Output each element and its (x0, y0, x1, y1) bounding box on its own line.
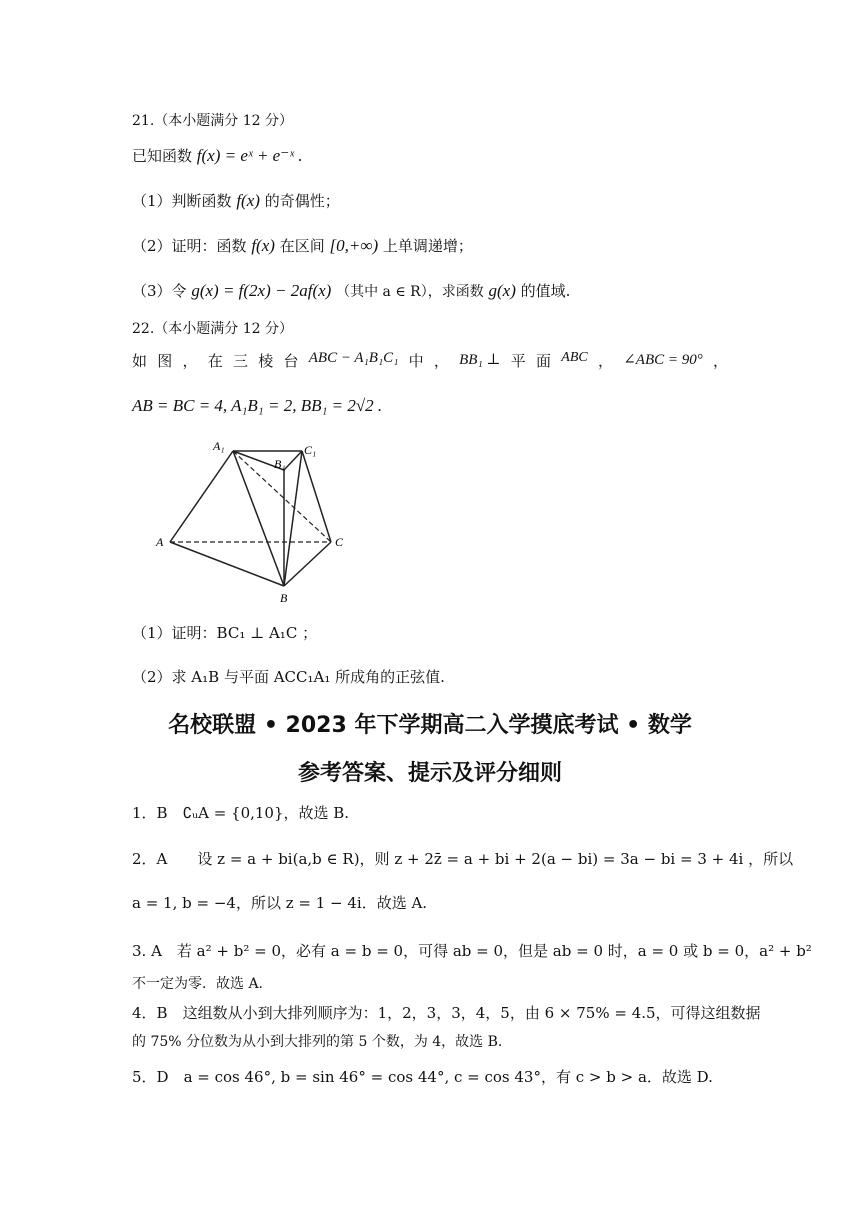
q21-part1 (132, 190, 340, 211)
q21-part3-suffix: 的值域. (520, 282, 571, 300)
label-C: C (335, 535, 344, 549)
q22-header: 22.（本小题满分 12 分） (132, 321, 293, 337)
q22-stem-math: BB₁ ⊥ (459, 352, 501, 368)
q21-stem-prefix: 已知函数 (132, 147, 193, 165)
q22-stem-math: ABC − A₁B₁C₁ (308, 350, 399, 366)
q22-stem-word: 在 (207, 352, 223, 370)
q21-part3-prefix: （3）令 (132, 282, 187, 300)
edge-A1-B (233, 451, 284, 586)
q22-stem-word: 图 (157, 352, 173, 370)
label-A: A (156, 535, 164, 549)
q22-part2: （2）求 A₁B 与平面 ACC₁A₁ 所成角的正弦值. (132, 668, 445, 686)
answers-subtitle: 参考答案、提示及评分细则 (297, 761, 562, 786)
q21-part1-suffix: 的奇偶性； (264, 192, 340, 210)
q21-part1-prefix: （1）判断函数 (132, 192, 232, 210)
q22-stem-word: ， (433, 352, 449, 370)
q21-stem (132, 145, 303, 166)
q22-stem-word: 面 (536, 352, 552, 370)
q22-stem-word: 平 (510, 352, 526, 370)
frustum-figure (150, 432, 360, 607)
q22-stem-line2 (132, 396, 382, 416)
q22-stem-word: 台 (283, 352, 299, 370)
label-B1: B₁ (274, 457, 286, 471)
q22-stem-line1 (132, 350, 728, 371)
q21-part2-mid: 在区间 (279, 237, 325, 255)
q22-stem-math: ABC (561, 350, 588, 365)
q21-part3-mid: （其中 a ∈ R），求函数 (336, 284, 484, 300)
label-B: B (280, 591, 288, 605)
answer-4-line2: 的 75% 分位数为从小到大排列的第 5 个数，为 4，故选 B. (132, 1034, 503, 1050)
edge-A-B (170, 542, 284, 586)
q21-part2-math: f(x) (251, 236, 275, 255)
q21-header: 21.（本小题满分 12 分） (132, 113, 293, 129)
q22-stem-word: 中 (408, 352, 424, 370)
q22-stem-word: 三 (233, 352, 249, 370)
q22-stem-math: ∠ABC = 90° (623, 352, 703, 368)
answer-4-line1: 4．B 这组数从小到大排列顺序为：1，2，3，3，4，5，由 6 × 75% = 4.5，可得这组数据 (132, 1004, 761, 1022)
answer-3-line1: 3. A 若 a² + b² = 0，必有 a = b = 0，可得 ab = 0，但是 ab = 0 时，a = 0 或 b = 0，a² + b² (132, 942, 812, 960)
q21-part2-prefix: （2）证明：函数 (132, 237, 247, 255)
answer-2-line1: 2．A 设 z = a + bi(a,b ∈ R)，则 z + 2z̄ = a + bi + 2(a − bi) = 3a − bi = 3 + 4i ，所以 (132, 850, 794, 868)
answer-1: 1．B ∁ᵤA = {0,10}，故选 B. (132, 804, 350, 822)
label-A1: A₁ (213, 439, 225, 453)
q21-stem-math: f(x) = eˣ + e⁻ˣ . (196, 146, 303, 165)
q22-stem-word: ， (597, 352, 613, 370)
q21-part2-math2: [0,+∞) (329, 236, 379, 255)
q22-stem-word: ， (712, 352, 728, 370)
q21-part3-math2: g(x) (488, 281, 516, 300)
q21-part2-suffix: 上单调递增； (382, 237, 473, 255)
answer-2-line2: a = 1, b = −4，所以 z = 1 − 4i．故选 A. (132, 894, 428, 912)
q21-part3-math: g(x) = f(2x) − 2af(x) (191, 281, 332, 300)
q21-part2 (132, 235, 473, 256)
answer-5: 5．D a = cos 46°, b = sin 46° = cos 44°, c = cos 43°，有 c > b > a．故选 D. (132, 1068, 713, 1086)
q22-part1: （1）证明：BC₁ ⊥ A₁C ； (132, 624, 318, 642)
q21-part1-math: f(x) (236, 191, 260, 210)
label-C1: C₁ (304, 443, 317, 457)
q22-stem-word: 棱 (258, 352, 274, 370)
edge-A-A1 (170, 451, 233, 542)
q21-part3 (132, 280, 570, 301)
q22-stem-line2-math: AB = BC = 4, A₁B₁ = 2, BB₁ = 2√2 . (132, 396, 383, 415)
answers-title: 名校联盟 • 2023 年下学期高二入学摸底考试 • 数学 (168, 713, 692, 738)
q22-stem-word: ， (182, 352, 198, 370)
edge-B-C1 (284, 451, 302, 586)
edge-B-C (284, 542, 331, 586)
answer-3-line2: 不一定为零．故选 A. (132, 976, 264, 992)
q22-stem-word: 如 (132, 352, 148, 370)
